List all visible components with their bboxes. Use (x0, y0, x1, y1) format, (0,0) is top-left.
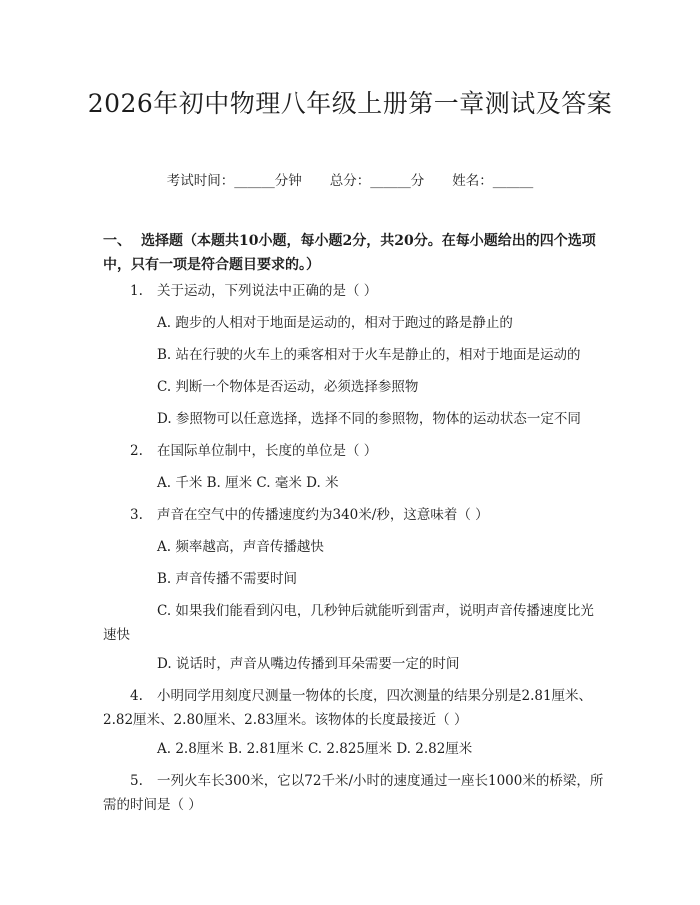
question-2 (130, 439, 604, 463)
question-stem: 在国际单位制中，长度的单位是（ ） (157, 443, 378, 459)
q3-option-c: C. 如果我们能看到闪电，几秒钟后就能听到雷声，说明声音传播速度比光速快 (103, 603, 594, 643)
question-1 (130, 279, 604, 303)
q1-option-d: D. 参照物可以任意选择，选择不同的参照物，物体的运动状态一定不同 (157, 411, 581, 427)
q3-option-d: D. 说话时，声音从嘴边传播到耳朵需要一定的时间 (157, 656, 460, 672)
section-heading (103, 229, 604, 277)
question-stem: 一列火车长300米，它以72千米/小时的速度通过一座长1000米的桥梁，所需的时间是（ ） (103, 773, 604, 813)
question-3 (130, 503, 604, 527)
question-4 (103, 684, 604, 732)
q4-options: A. 2.8厘米 B. 2.81厘米 C. 2.825厘米 D. 2.82厘米 (157, 741, 473, 757)
section-number: 一、 (103, 233, 131, 249)
q1-option-b: B. 站在行驶的火车上的乘客相对于火车是静止的，相对于地面是运动的 (157, 347, 581, 363)
question-number: 1. (130, 283, 143, 299)
section-instructions: 选择题（本题共10小题，每小题2分，共20分。在每小题给出的四个选项中，只有一项是符合题目要求的。） (103, 233, 596, 273)
page-title: 2026年初中物理八年级上册第一章测试及答案 (87, 89, 613, 118)
exam-time-field: 考试时间：______分钟 (166, 173, 302, 189)
question-number: 3. (130, 507, 143, 523)
exam-info-line (0, 169, 700, 189)
question-number: 2. (130, 443, 143, 459)
total-score-field: 总分：______分 (329, 173, 425, 189)
question-5 (103, 769, 604, 817)
question-number: 4. (130, 688, 143, 704)
student-name-field: 姓名：______ (452, 173, 534, 189)
question-stem: 声音在空气中的传播速度约为340米/秒，这意味着（ ） (157, 507, 489, 523)
q2-options: A. 千米 B. 厘米 C. 毫米 D. 米 (157, 475, 339, 491)
question-stem: 关于运动，下列说法中正确的是（ ） (157, 283, 378, 299)
q3-option-b: B. 声音传播不需要时间 (157, 571, 298, 587)
question-number: 5. (130, 773, 143, 789)
q1-option-c: C. 判断一个物体是否运动，必须选择参照物 (157, 379, 419, 395)
q3-option-a: A. 频率越高，声音传播越快 (157, 539, 324, 555)
q1-option-a: A. 跑步的人相对于地面是运动的，相对于跑过的路是静止的 (157, 315, 513, 331)
question-stem: 小明同学用刻度尺测量一物体的长度，四次测量的结果分别是2.81厘米、2.82厘米、2.80厘米、2.83厘米。该物体的长度最接近（ ） (103, 688, 593, 728)
